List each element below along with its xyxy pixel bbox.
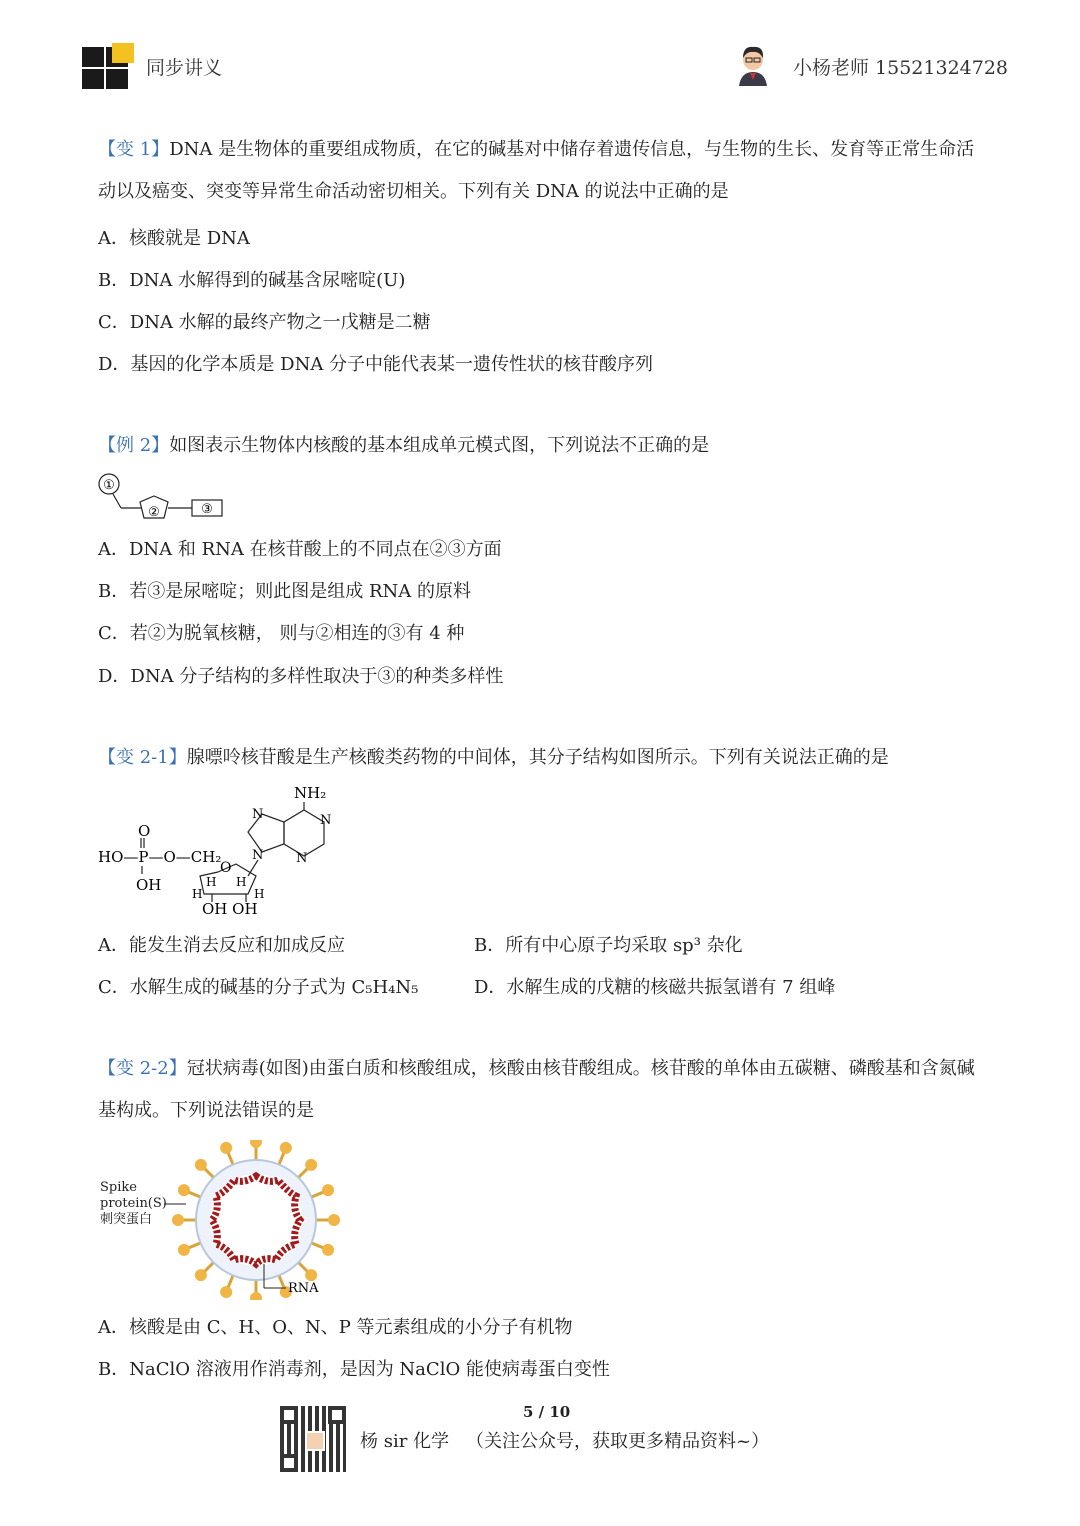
question-tag: 【例 2】 — [98, 435, 170, 456]
option-a: A．DNA 和 RNA 在核苷酸上的不同点在②③方面 — [98, 539, 502, 560]
question-tag: 【变 2-1】 — [98, 747, 187, 768]
question-variant-2-2 — [98, 1048, 988, 1132]
label-h1: H — [206, 875, 217, 889]
spike-head — [305, 1159, 317, 1171]
option-d: D．DNA 分子结构的多样性取决于③的种类多样性 — [98, 666, 504, 687]
nucleotide-diagram — [96, 472, 230, 524]
spike-head — [195, 1159, 207, 1171]
spike-head — [322, 1244, 334, 1256]
option-a: A．核酸就是 DNA — [98, 228, 250, 249]
question-stem: 如图表示生物体内核酸的基本组成单元模式图，下列说法不正确的是 — [169, 435, 710, 456]
option-c: C．若②为脱氧核糖， 则与②相连的③有 4 种 — [98, 623, 465, 644]
option-d: D．水解生成的戊糖的核磁共振氢谱有 7 组峰 — [474, 977, 836, 998]
ring-n2: N — [296, 851, 308, 866]
label-p-o: O — [138, 822, 151, 840]
label-h3: H — [192, 887, 203, 901]
spike-head — [250, 1292, 262, 1300]
option-b: B．若③是尿嘧啶；则此图是组成 RNA 的原料 — [98, 581, 471, 602]
header-contact: 小杨老师 15521324728 — [793, 57, 1009, 79]
option-a: A．核酸是由 C、H、O、N、P 等元素组成的小分子有机物 — [98, 1317, 573, 1338]
option-d: D．基因的化学本质是 DNA 分子中能代表某一遗传性状的核苷酸序列 — [98, 354, 654, 375]
label-p-oh: OH — [136, 876, 162, 894]
label-phosphate: ① — [103, 478, 115, 493]
question-stem: 腺嘌呤核苷酸是生产核酸类药物的中间体，其分子结构如图所示。下列有关说法正确的是 — [186, 747, 889, 768]
label-sugar-oh: OH OH — [202, 900, 258, 918]
ring-n3: N — [252, 807, 264, 822]
spike-head — [220, 1142, 232, 1154]
page-number: 5 / 10 — [523, 1403, 571, 1421]
question-stem: DNA 是生物体的重要组成物质，在它的碱基对中储存着遗传信息，与生物的生长、发育等正常生命活动以及癌变、突变等异常生命活动密切相关。下列有关 DNA 的说法中正确的是 — [98, 139, 975, 202]
spike-head — [178, 1244, 190, 1256]
logo — [82, 43, 134, 89]
question-variant-1 — [98, 129, 988, 213]
label-nh2: NH₂ — [294, 784, 327, 802]
spike-head — [280, 1142, 292, 1154]
label-spike-line1: Spike — [100, 1180, 137, 1195]
option-b: B．DNA 水解得到的碱基含尿嘧啶(U) — [98, 270, 406, 291]
question-stem: 冠状病毒(如图)由蛋白质和核酸组成，核酸由核苷酸组成。核苷酸的单体由五碳糖、磷酸基和含氮碱基构成。下列说法错误的是 — [98, 1058, 975, 1121]
option-c: C．水解生成的碱基的分子式为 C₅H₄N₅ — [98, 977, 419, 998]
coronavirus-illustration — [164, 1140, 344, 1300]
qr-code-icon — [280, 1406, 346, 1472]
footer-note: （关注公众号，获取更多精品资料~） — [466, 1431, 770, 1452]
label-spike — [100, 1180, 167, 1228]
spike-head — [178, 1184, 190, 1196]
spike-head — [220, 1286, 232, 1298]
amp-structure — [96, 780, 336, 920]
question-variant-2-1 — [98, 737, 988, 779]
label-spike-line2: protein(S) — [100, 1196, 167, 1211]
option-a: A．能发生消去反应和加成反应 — [98, 935, 345, 956]
spike-head — [322, 1184, 334, 1196]
question-tag: 【变 2-2】 — [98, 1058, 187, 1079]
spike-head — [250, 1140, 262, 1148]
header-title: 同步讲义 — [146, 57, 223, 79]
question-tag: 【变 1】 — [98, 139, 170, 160]
label-h4: H — [254, 887, 265, 901]
label-base: ③ — [201, 502, 213, 517]
label-sugar: ② — [148, 505, 160, 520]
label-spike-line3: 刺突蛋白 — [100, 1212, 153, 1227]
option-c: C．DNA 水解的最终产物之一戊糖是二糖 — [98, 312, 431, 333]
ring-n1: N — [320, 813, 332, 828]
label-ring-o: O — [220, 860, 232, 876]
avatar — [735, 40, 771, 86]
ring-n4: N — [252, 848, 264, 863]
question-example-2 — [98, 425, 988, 467]
spike-head — [172, 1214, 184, 1226]
spike-head — [328, 1214, 340, 1226]
label-h2: H — [236, 875, 247, 889]
footer-brand: 杨 sir 化学 — [360, 1431, 450, 1452]
spike-head — [195, 1269, 207, 1281]
option-b: B．所有中心原子均采取 sp³ 杂化 — [474, 935, 743, 956]
label-rna: RNA — [288, 1281, 319, 1296]
option-b: B．NaClO 溶液用作消毒剂，是因为 NaClO 能使病毒蛋白变性 — [98, 1359, 610, 1380]
spike-head — [305, 1269, 317, 1281]
label-ho-p-o-ch2: HO—P—O—CH₂ — [98, 848, 222, 866]
